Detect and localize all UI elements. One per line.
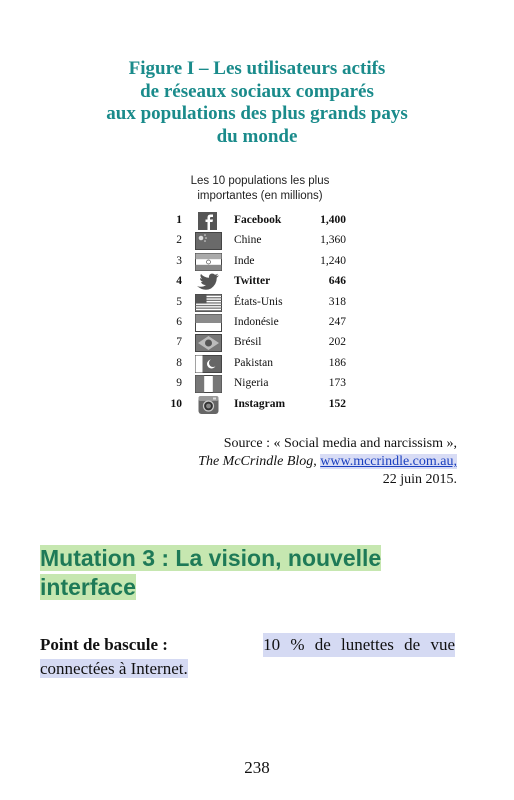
row-value: 1,240: [320, 254, 346, 267]
figure-title-line: aux populations des plus grands pays: [106, 103, 408, 124]
flag-indonesia-icon: [195, 314, 222, 332]
row-value: 186: [328, 356, 346, 369]
paragraph-text-2: connectées à Internet.: [40, 659, 188, 678]
section-heading: [40, 544, 460, 602]
figure-title-line: du monde: [216, 125, 298, 147]
row-value: 1,360: [320, 234, 346, 247]
tipping-point-paragraph: [40, 633, 455, 681]
row-rank: 3: [176, 254, 182, 267]
row-name: Brésil: [234, 336, 262, 349]
instagram-icon: [195, 396, 222, 414]
table-row: [162, 333, 362, 353]
flag-india-icon: [195, 253, 222, 271]
row-value: 646: [328, 275, 346, 288]
row-rank: 5: [176, 295, 182, 308]
figure-title: [0, 58, 514, 148]
paragraph-label: Point de bascule :: [40, 635, 168, 654]
row-name: Twitter: [234, 275, 271, 288]
table-row: [162, 231, 362, 251]
row-name: Indonésie: [234, 315, 279, 328]
row-rank: 9: [176, 377, 182, 390]
flag-brazil-icon: [195, 334, 222, 352]
table-row: [162, 272, 362, 292]
table-caption: [150, 174, 370, 204]
row-value: 152: [328, 397, 346, 410]
heading-line-2: interface: [40, 574, 136, 600]
flag-usa-icon: [195, 294, 222, 312]
table-row: [162, 211, 362, 231]
row-name: Instagram: [234, 397, 286, 410]
row-name: États-Unis: [234, 295, 283, 308]
row-rank: 6: [176, 315, 182, 328]
row-value: 318: [328, 295, 346, 308]
row-rank: 4: [176, 275, 182, 288]
flag-pakistan-icon: [195, 355, 222, 373]
table-row: [162, 252, 362, 272]
row-name: Chine: [234, 234, 262, 247]
facebook-icon: [195, 212, 222, 230]
row-name: Nigeria: [234, 377, 269, 390]
page-number: 238: [244, 758, 270, 777]
blog-name: The McCrindle Blog: [198, 454, 314, 469]
figure-title-line: de réseaux sociaux comparés: [140, 80, 374, 102]
paragraph-text-1: 10 % de lunettes de vue: [263, 633, 455, 657]
row-value: 173: [328, 377, 346, 390]
paragraph-line-1: [40, 633, 455, 657]
row-rank: 8: [176, 356, 182, 369]
source-date: 22 juin 2015.: [382, 472, 457, 487]
table-caption-line: importantes (en millions): [197, 190, 323, 202]
row-name: Inde: [234, 254, 255, 267]
table-row: [162, 313, 362, 333]
table-row: [162, 293, 362, 313]
source-citation: [198, 435, 457, 489]
row-value: 247: [328, 315, 346, 328]
table-row: [162, 374, 362, 394]
row-name: Pakistan: [234, 356, 273, 369]
row-value: 202: [328, 336, 346, 349]
table-row: [162, 395, 362, 415]
source-line-1: Source : « Social media and narcissism »,: [223, 436, 457, 451]
table-row: [162, 354, 362, 374]
row-rank: 2: [176, 234, 182, 247]
source-link[interactable]: www.mccrindle.com.au,: [320, 454, 457, 469]
ranking-table: [162, 211, 362, 415]
table-caption-line: Les 10 populations les plus: [190, 175, 330, 187]
row-rank: 7: [176, 336, 182, 349]
row-value: 1,400: [320, 214, 346, 226]
flag-china-icon: [195, 232, 222, 250]
source-line-2: [198, 453, 457, 471]
figure-title-line: Figure I – Les utilisateurs actifs: [128, 58, 386, 79]
row-rank: 1: [176, 214, 182, 226]
row-rank: 10: [170, 397, 182, 410]
twitter-icon: [195, 273, 222, 291]
flag-nigeria-icon: [195, 375, 222, 393]
separator: ,: [313, 454, 321, 469]
row-name: Facebook: [234, 214, 282, 226]
heading-line-1: Mutation 3 : La vision, nouvelle: [40, 545, 382, 571]
